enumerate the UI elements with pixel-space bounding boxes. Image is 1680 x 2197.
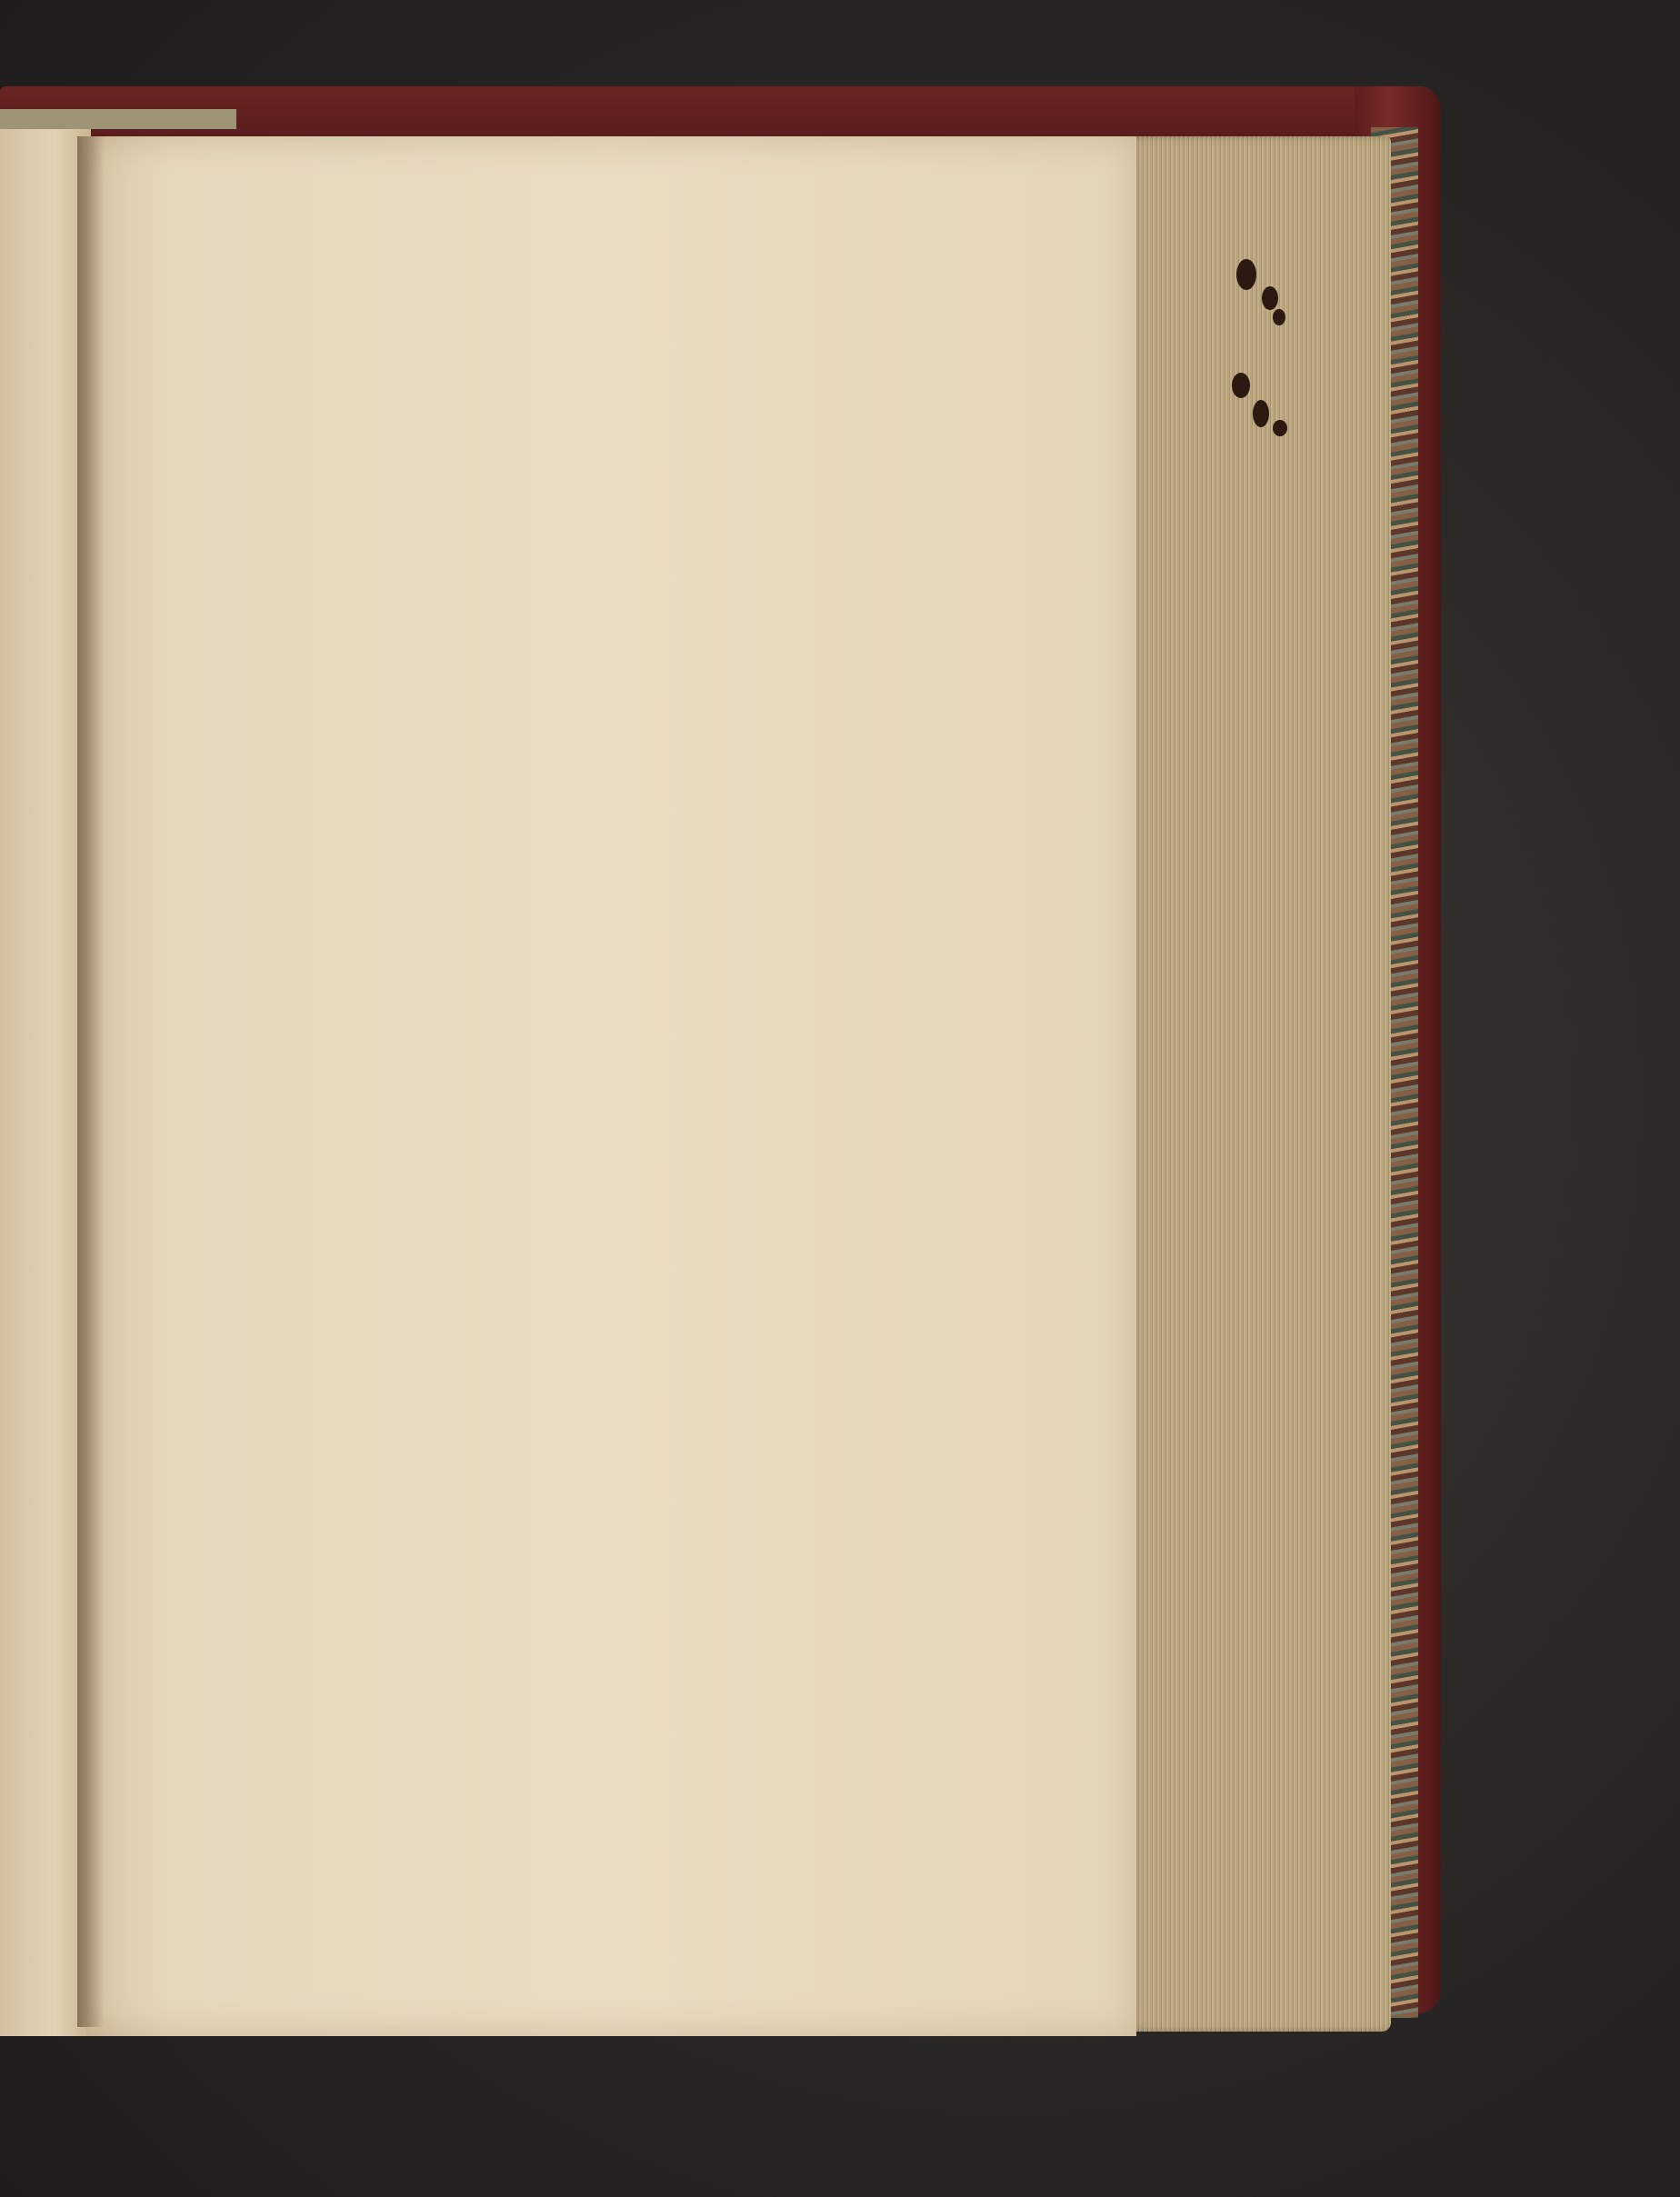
ink-stain: [1273, 420, 1287, 436]
ink-stain: [1232, 373, 1250, 398]
ink-stain: [1236, 259, 1256, 290]
right-page: [86, 136, 1136, 2036]
gutter-shadow: [77, 136, 105, 2027]
left-page-head-strip: [0, 109, 236, 129]
ink-stain: [1253, 400, 1269, 427]
ink-stain: [1273, 309, 1285, 325]
ink-stain: [1262, 286, 1278, 310]
